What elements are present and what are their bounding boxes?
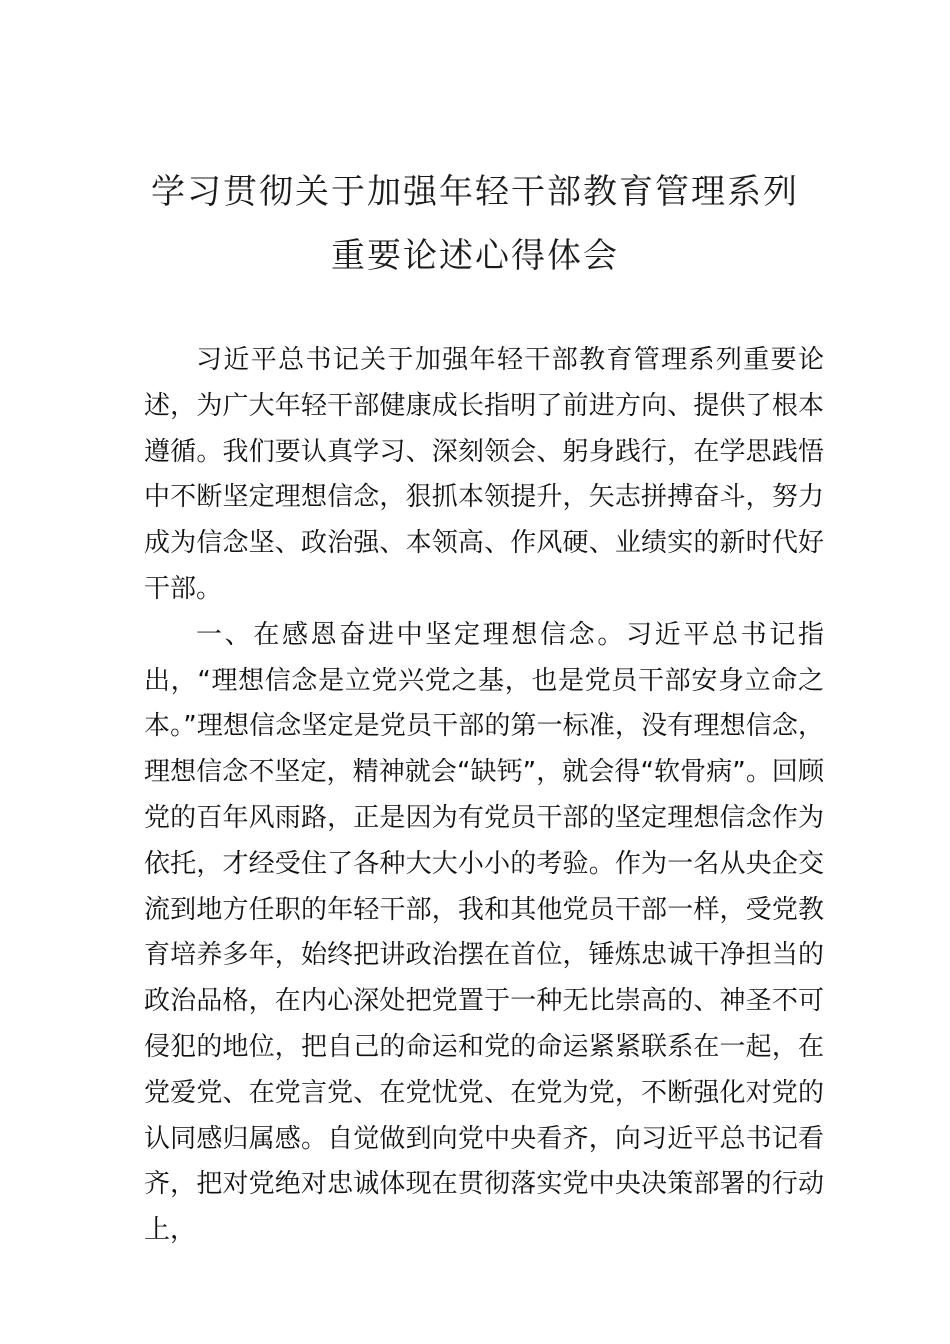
document-title <box>0 160 950 288</box>
title-line-2: 重要论述心得体会 <box>331 236 619 276</box>
paragraph-section-1: 一、在感恩奋进中坚定理想信念。习近平总书记指出，“理想信念是立党兴党之基，也是党员干部安身立命之本。”理想信念坚定是党员干部的第一标准，没有理想信念，理想信念不坚定，精神就会“缺钙”，就会得“软骨病”。回顾党的百年风雨路，正是因为有党员干部的坚定理想信念作为依托，才经受住了各种大大小小的考验。作为一名从央企交流到地方任职的年轻干部，我和其他党员干部一样，受党教育培养多年，始终把讲政治摆在首位，锤炼忠诚干净担当的政治品格，在内心深处把党置于一种无比崇高的、神圣不可侵犯的地位，把自己的命运和党的命运紧紧联系在一起，在党爱党、在党言党、在党忧党、在党为党，不断强化对党的认同感归属感。自觉做到向党中央看齐，向习近平总书记看齐，把对党绝对忠诚体现在贯彻落实党中央决策部署的行动上， <box>144 619 824 1246</box>
paragraph-intro: 习近平总书记关于加强年轻干部教育管理系列重要论述，为广大年轻干部健康成长指明了前进方向、提供了根本遵循。我们要认真学习、深刻领会、躬身践行，在学思践悟中不断坚定理想信念，狠抓本领提升，矢志拼搏奋斗，努力成为信念坚、政治强、本领高、作风硬、业绩实的新时代好干部。 <box>144 345 824 604</box>
document-body <box>144 338 824 1254</box>
title-line-1: 学习贯彻关于加强年轻干部教育管理系列 <box>151 172 799 212</box>
